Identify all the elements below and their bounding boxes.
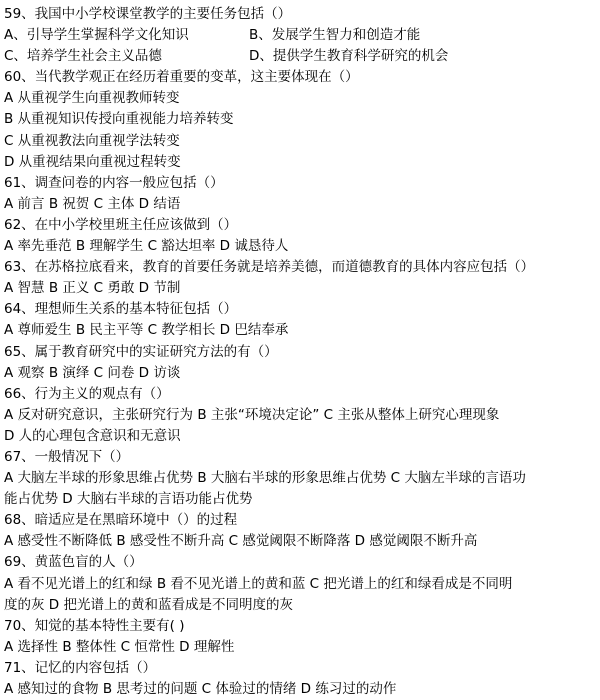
- options-line: A 感知过的食物 B 思考过的问题 C 体验过的情绪 D 练习过的动作: [4, 681, 397, 697]
- options-line: A 看不见光谱上的红和绿 B 看不见光谱上的黄和蓝 C 把光谱上的红和绿看成是不同明: [4, 575, 513, 592]
- option-b: B、发展学生智力和创造才能: [249, 27, 421, 44]
- options-line: A 选择性 B 整体性 C 恒常性 D 理解性: [4, 638, 235, 655]
- question-66: 66、行为主义的观点有（）: [4, 385, 170, 402]
- option-d: D 从重视结果向重视过程转变: [4, 153, 181, 170]
- options-row: [4, 46, 594, 67]
- question-63: 63、在苏格拉底看来，教育的首要任务就是培养美德，而道德教育的具体内容应包括（）: [4, 259, 535, 276]
- question-69: 69、黄蓝色盲的人（）: [4, 554, 143, 571]
- options-line: A 前言 B 祝贺 C 主体 D 结语: [4, 195, 181, 212]
- question-64: 64、理想师生关系的基本特征包括（）: [4, 301, 238, 318]
- option-d: D、提供学生教育科学研究的机会: [249, 48, 449, 65]
- options-line: A 尊师爱生 B 民主平等 C 教学相长 D 巴结奉承: [4, 322, 289, 339]
- options-line: 能占优势 D 大脑右半球的言语功能占优势: [4, 491, 253, 508]
- question-61: 61、调查问卷的内容一般应包括（）: [4, 174, 224, 191]
- question-70: 70、知觉的基本特性主要有( ): [4, 617, 185, 634]
- question-60: 60、当代教学观正在经历着重要的变革，这主要体现在（）: [4, 69, 359, 86]
- options-line: A 率先垂范 B 理解学生 C 豁达坦率 D 诚恳待人: [4, 238, 289, 255]
- question-67: 67、一般情况下（）: [4, 448, 130, 465]
- option-b: B 从重视知识传授向重视能力培养转变: [4, 111, 234, 128]
- options-row: [4, 25, 594, 46]
- question-71: 71、记忆的内容包括（）: [4, 659, 157, 676]
- option-c: C、培养学生社会主义品德: [4, 48, 162, 65]
- options-line: A 反对研究意识，主张研究行为 B 主张“环境决定论” C 主张从整体上研究心理现象: [4, 406, 500, 423]
- options-line: A 感受性不断降低 B 感受性不断升高 C 感觉阈限不断降落 D 感觉阈限不断升高: [4, 533, 478, 550]
- options-line: A 观察 B 演绎 C 问卷 D 访谈: [4, 364, 181, 381]
- options-line: D 人的心理包含意识和无意识: [4, 427, 181, 444]
- question-65: 65、属于教育研究中的实证研究方法的有（）: [4, 343, 278, 360]
- question-59: 59、我国中小学校课堂教学的主要任务包括（）: [4, 6, 292, 22]
- question-62: 62、在中小学校里班主任应该做到（）: [4, 216, 238, 233]
- option-c: C 从重视教法向重视学法转变: [4, 132, 180, 149]
- option-a: A 从重视学生向重视教师转变: [4, 90, 180, 107]
- options-line: A 大脑左半球的形象思维占优势 B 大脑右半球的形象思维占优势 C 大脑左半球的言语功: [4, 470, 526, 487]
- option-a: A、引导学生掌握科学文化知识: [4, 27, 189, 44]
- options-line: A 智慧 B 正义 C 勇敢 D 节制: [4, 280, 181, 297]
- options-line: 度的灰 D 把光谱上的黄和蓝看成是不同明度的灰: [4, 596, 293, 613]
- question-68: 68、暗适应是在黑暗环境中（）的过程: [4, 512, 238, 529]
